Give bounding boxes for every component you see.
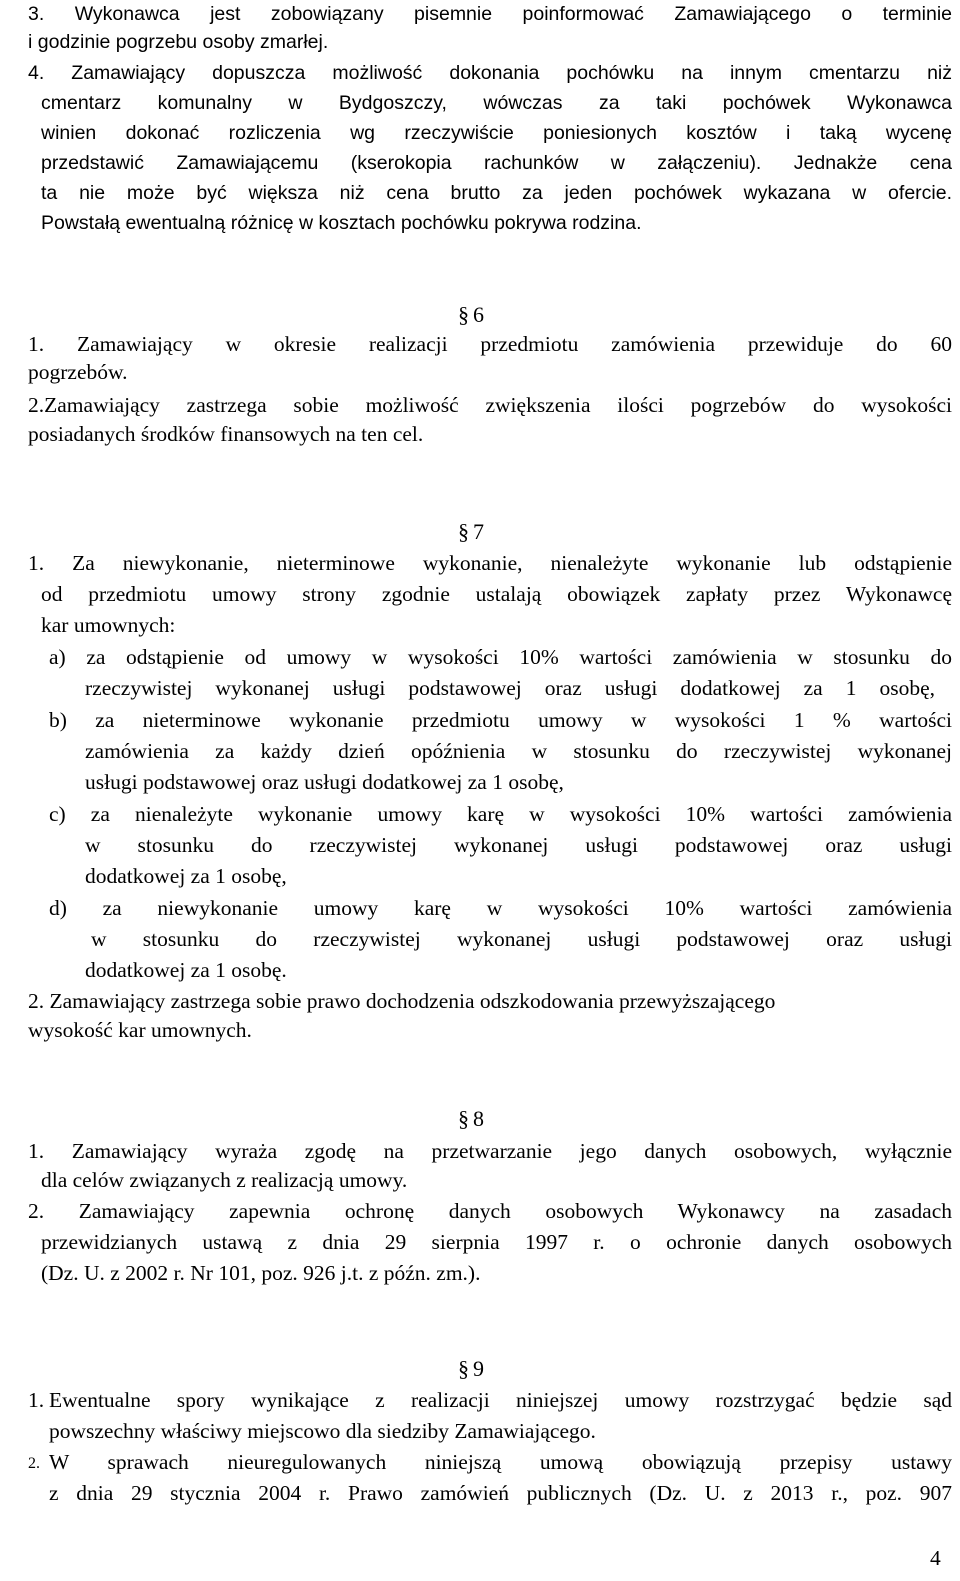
- s7-paragraph-1-line-1: 1. Za niewykonanie, nieterminowe wykonanie, nienależyte wykonanie lub odstąpienie: [28, 551, 952, 575]
- s7-item-c-line-2: w stosunku do rzeczywistej wykonanej usługi podstawowej oraz usługi: [85, 833, 952, 857]
- s8-paragraph-1-line-1: 1. Zamawiający wyraża zgodę na przetwarzanie jego danych osobowych, wyłącznie: [28, 1139, 952, 1163]
- paragraph-4-line-1: 4. Zamawiający dopuszcza możliwość dokonania pochówku na innym cmentarzu niż: [28, 62, 952, 84]
- paragraph-4-line-6: Powstałą ewentualną różnicę w kosztach pochówku pokrywa rodzina.: [41, 212, 642, 234]
- s9-paragraph-1-line-1: Ewentualne spory wynikające z realizacji niniejszej umowy rozstrzygać będzie sąd: [49, 1388, 952, 1412]
- section-9-heading: [458, 1355, 484, 1383]
- s6-paragraph-1-line-1: 1. Zamawiający w okresie realizacji przedmiotu zamówienia przewiduje do 60: [28, 332, 952, 356]
- s7-item-d-line-3: dodatkowej za 1 osobę.: [85, 958, 287, 982]
- s7-item-c-line-3: dodatkowej za 1 osobę,: [85, 864, 287, 888]
- section-number: 6: [473, 302, 484, 327]
- paragraph-4-line-5: ta nie może być większa niż cena brutto za jeden pochówek wykazana w ofercie.: [41, 182, 952, 204]
- section-symbol: §: [458, 1356, 469, 1381]
- s7-item-a-line-1: a) za odstąpienie od umowy w wysokości 10% wartości zamówienia w stosunku do: [49, 645, 952, 669]
- section-number: 7: [473, 519, 484, 544]
- section-symbol: §: [458, 1106, 469, 1131]
- paragraph-3-line-1: 3. Wykonawca jest zobowiązany pisemnie poinformować Zamawiającego o terminie: [28, 3, 952, 25]
- s7-item-d-line-2: w stosunku do rzeczywistej wykonanej usługi podstawowej oraz usługi: [91, 927, 952, 951]
- paragraph-3-line-2: i godzinie pogrzebu osoby zmarłej.: [28, 31, 329, 53]
- section-number: 8: [473, 1106, 484, 1131]
- s9-paragraph-1-number: 1.: [28, 1388, 45, 1412]
- s7-paragraph-2-line-1: 2. Zamawiający zastrzega sobie prawo dochodzenia odszkodowania przewyższającego: [28, 989, 776, 1013]
- s7-item-d-line-1: d) za niewykonanie umowy karę w wysokości 10% wartości zamówienia: [49, 896, 952, 920]
- s9-paragraph-2-line-2: z dnia 29 stycznia 2004 r. Prawo zamówień publicznych (Dz. U. z 2013 r., poz. 907: [49, 1481, 952, 1505]
- s7-item-b-line-3: usługi podstawowej oraz usługi dodatkowej za 1 osobę,: [85, 770, 564, 794]
- s8-paragraph-2-line-1: 2. Zamawiający zapewnia ochronę danych osobowych Wykonawcy na zasadach: [28, 1199, 952, 1223]
- section-symbol: §: [458, 519, 469, 544]
- s7-item-b-line-1: b) za nieterminowe wykonanie przedmiotu umowy w wysokości 1 % wartości: [49, 708, 952, 732]
- s6-paragraph-2-line-1: 2.Zamawiający zastrzega sobie możliwość zwiększenia ilości pogrzebów do wysokości: [28, 393, 952, 417]
- paragraph-4-line-2: cmentarz komunalny w Bydgoszczy, wówczas za taki pochówek Wykonawca: [41, 92, 952, 114]
- paragraph-4-line-4: przedstawić Zamawiającemu (kserokopia rachunków w załączeniu). Jednakże cena: [41, 152, 952, 174]
- s9-paragraph-1-line-2: powszechny właściwy miejscowo dla siedziby Zamawiającego.: [49, 1419, 596, 1443]
- s7-paragraph-1-line-3: kar umownych:: [41, 613, 176, 637]
- s8-paragraph-2-line-3: (Dz. U. z 2002 r. Nr 101, poz. 926 j.t. z późn. zm.).: [41, 1261, 481, 1285]
- section-6-heading: [458, 301, 484, 329]
- s7-item-c-line-1: c) za nienależyte wykonanie umowy karę w wysokości 10% wartości zamówienia: [49, 802, 952, 826]
- s7-paragraph-2-line-2: wysokość kar umownych.: [28, 1018, 252, 1042]
- paragraph-4-line-3: winien dokonać rozliczenia wg rzeczywiście poniesionych kosztów i taką wycenę: [41, 122, 952, 144]
- section-symbol: §: [458, 302, 469, 327]
- page-number: 4: [930, 1546, 941, 1570]
- s8-paragraph-1-line-2: dla celów związanych z realizacją umowy.: [41, 1168, 408, 1192]
- s6-paragraph-2-line-2: posiadanych środków finansowych na ten cel.: [28, 422, 424, 446]
- section-number: 9: [473, 1356, 484, 1381]
- s7-item-a-line-2: rzeczywistej wykonanej usługi podstawowej oraz usługi dodatkowej za 1 osobę,: [85, 676, 935, 700]
- section-7-heading: [458, 518, 484, 546]
- s9-paragraph-2-line-1: W sprawach nieuregulowanych niniejszą umową obowiązują przepisy ustawy: [49, 1450, 952, 1474]
- s8-paragraph-2-line-2: przewidzianych ustawą z dnia 29 sierpnia 1997 r. o ochronie danych osobowych: [41, 1230, 952, 1254]
- s7-paragraph-1-line-2: od przedmiotu umowy strony zgodnie ustalają obowiązek zapłaty przez Wykonawcę: [41, 582, 952, 606]
- section-8-heading: [458, 1105, 484, 1133]
- s6-paragraph-1-line-2: pogrzebów.: [28, 360, 128, 384]
- s7-item-b-line-2: zamówienia za każdy dzień opóźnienia w stosunku do rzeczywistej wykonanej: [85, 739, 952, 763]
- s9-paragraph-2-number: 2.: [28, 1455, 40, 1472]
